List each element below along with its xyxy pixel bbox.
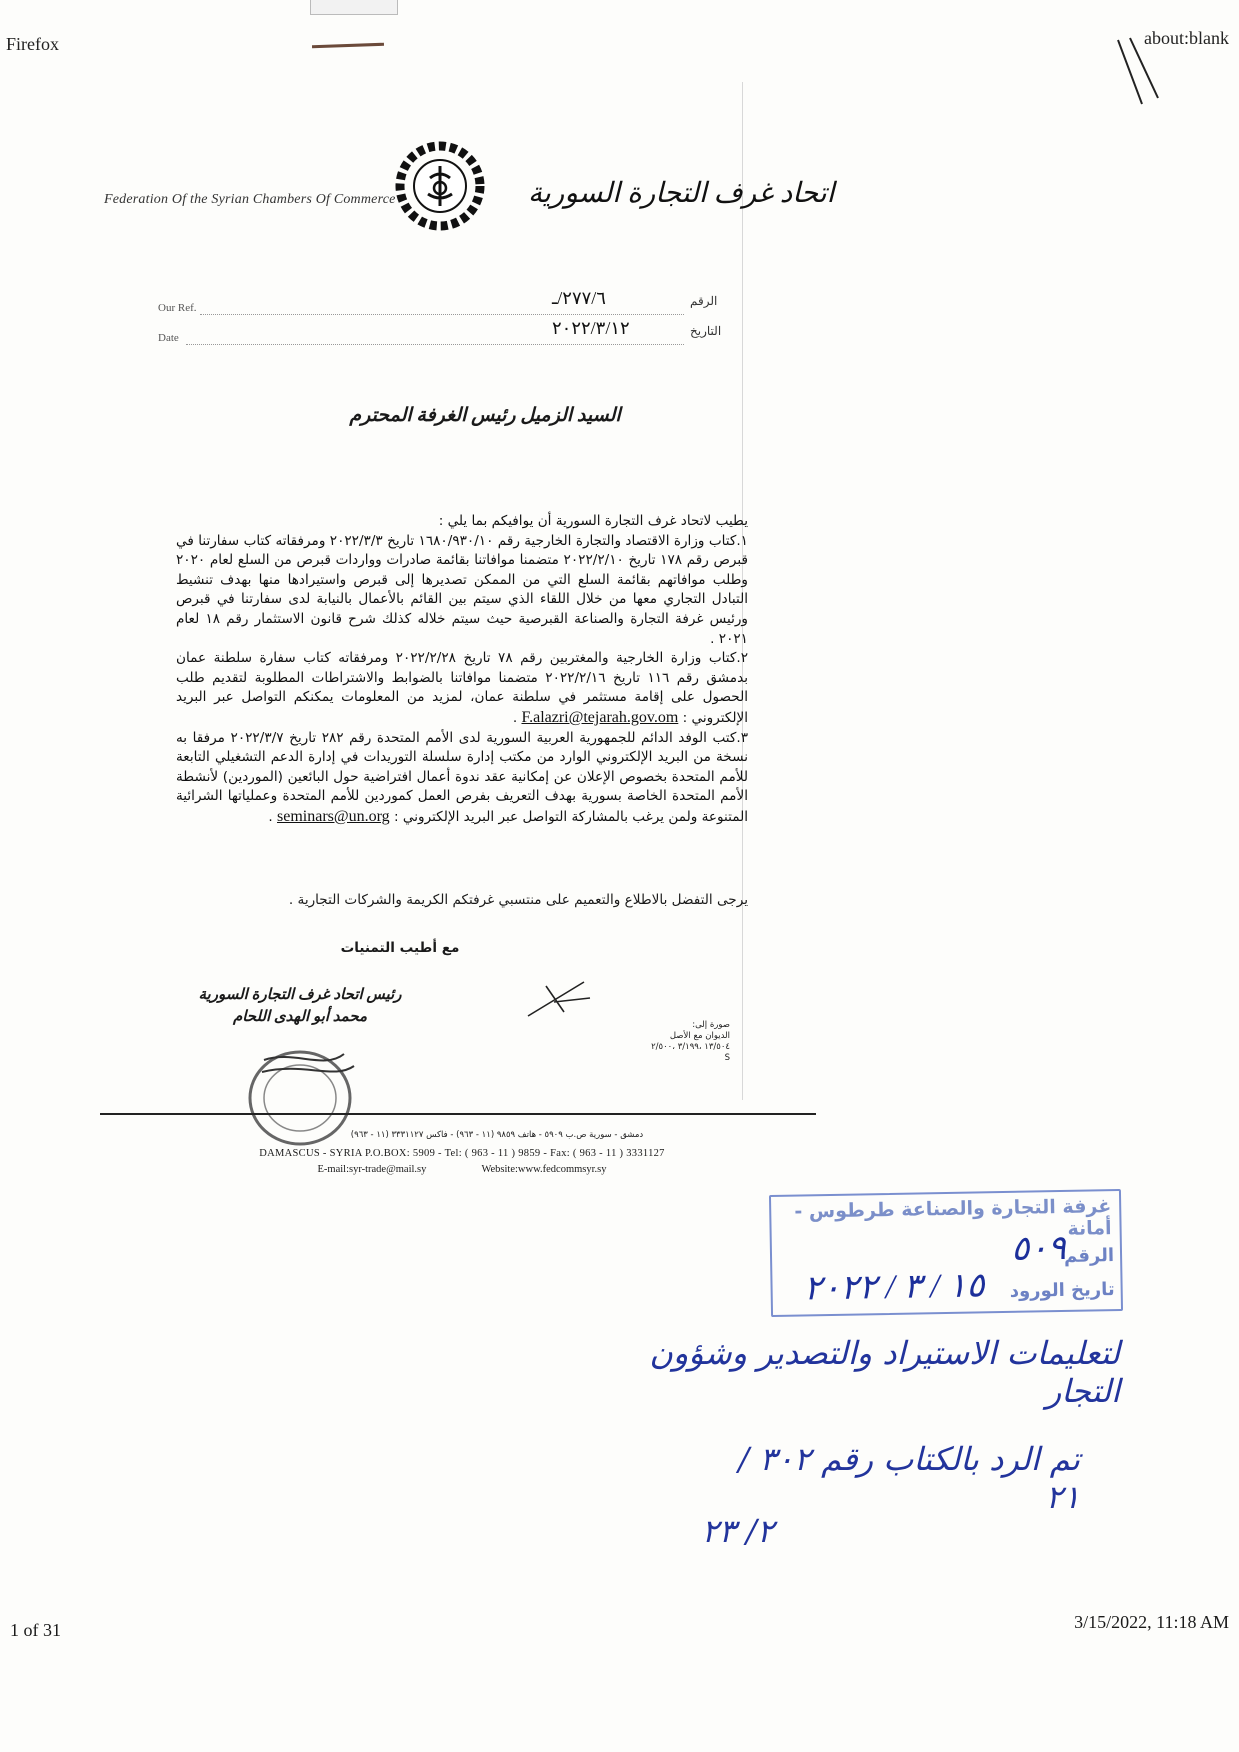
browser-app-name: Firefox <box>6 34 59 54</box>
footer-contact <box>212 1164 712 1175</box>
copy-to-block <box>604 1020 730 1064</box>
stamp-header: غرفة التجارة والصناعة طرطوس - أمانة <box>794 1195 1112 1240</box>
signatory-name: محمد أبو الهدى اللحام <box>232 1009 368 1025</box>
receipt-stamp <box>769 1189 1123 1317</box>
footer-address-arabic: دمشق - سورية ص.ب ٥٩٠٩ - هاتف ٩٨٥٩ (١١ - ٩٦٣) - فاكس ٣٣٣١١٢٧ (١١ - ٩٦٣) <box>350 1130 644 1140</box>
letter-item-2: ٢.كتاب وزارة الخارجية والمغتربين رقم ٧٨ تاريخ ٢٠٢٢/٢/٢٨ ومرفقاته كتاب سفارة سلطنة عمان بدمشق رقم ١١٦ تاريخ ٢٠٢٢/٢/١٦ متضمنا موافاتنا بالضوابط والاشتراطات المطلوبة لتقديم طلب الحصول على إقامة مستثمر في سلطنة عمان، لمزيد من المعلومات يمكنكم التواصل عبر البريد الإلكتروني : F.alazri@tejarah.gov.om . <box>176 650 748 726</box>
signature-mark-icon <box>524 976 594 1024</box>
copy-to-label: صورة إلى: <box>692 1020 730 1030</box>
stamp-date-label: تاريخ الورود <box>1009 1279 1115 1302</box>
footer-website: Website:www.fedcommsyr.sy <box>481 1164 607 1175</box>
letter-item-2-text: ٢.كتاب وزارة الخارجية والمغتربين رقم ٧٨ تاريخ ٢٠٢٢/٢/٢٨ ومرفقاته كتاب سفارة سلطنة عمان بدمشق رقم ١١٦ تاريخ ٢٠٢٢/٢/١٦ متضمنا موافاتنا بالضوابط والاشتراطات المطلوبة لتقديم طلب الحصول على إقامة مستثمر في سلطنة عمان، لمزيد من المعلومات يمكنكم التواصل عبر البريد الإلكتروني : <box>176 650 748 726</box>
copy-to-line-1: الديوان مع الأصل <box>669 1031 730 1041</box>
org-name-english: Federation Of the Syrian Chambers Of Commerce <box>104 192 396 207</box>
letter-intro: يطيب لاتحاد غرف التجارة السورية أن يوافيكم بما يلي : <box>438 513 748 529</box>
date-value: ٢٠٢٢/٣/١٢ <box>552 318 630 338</box>
footer-address-english: DAMASCUS - SYRIA P.O.BOX: 5909 - Tel: ( 963 - 11 ) 9859 - Fax: ( 963 - 11 ) 3331127 <box>259 1148 665 1159</box>
stamp-number-label: الرقم <box>1063 1245 1115 1267</box>
letter-item-1: ١.كتاب وزارة الاقتصاد والتجارة الخارجية رقم ١٦٨٠/٩٣٠/١٠ تاريخ ٢٠٢٢/٣/٣ ومرفقاته كتاب سفارتنا في قبرص رقم ١٧٨ تاريخ ٢٠٢٢/٢/١٠ متضمنا موافاتنا بقائمة صادرات وواردات قبرص من السلع لعام ٢٠٢٠ وطلب موافاتهم بقائمة السلع التي من الممكن تصديرها إلى قبرص واستيرادها منها بهدف تنشيط التبادل التجاري معها من خلال اللقاء الذي سيتم بين القائم بالأعمال بالنيابة لدى سفارتنا في قبرص ورئيس غرفة التجارة والصناعة القبرصية حيث سيتم خلاله كذلك شرح قانون الاستثمار رقم ١٨ لعام ٢٠٢١ . <box>176 532 748 647</box>
handwritten-note-routing: لتعليمات الاستيراد والتصدير وشؤون التجار <box>649 1334 1120 1410</box>
letter-item-3-text: ٣.كتب الوفد الدائم للجمهورية العربية السورية لدى الأمم المتحدة رقم ٢٨٢ تاريخ ٢٠٢٢/٣/٧ مرفقا به نسخة من البريد الإلكتروني الوارد من مكتب إدارة سلسلة التوريدات في إدارة الدعم التشغيلي التابعة للأمم المتحدة بخصوص الإعلان عن إمكانية عقد ندوة أعمال افتراضية حول البائعين (الموردين) لأنشطة الأمم المتحدة الخاصة بسورية بهدف التعريف بفرص العمل كموردين للأمم المتحدة وعملياتها الشرائية المتنوعة ولمن يرغب بالمشاركة التواصل عبر البريد الإلكتروني : <box>176 729 748 825</box>
ref-dotted-line <box>200 314 684 315</box>
footer-email: E-mail:syr-trade@mail.sy <box>317 1164 427 1175</box>
closing-line: يرجى التفضل بالاطلاع والتعميم على منتسبي غرفتكم الكريمة والشركات التجارية . <box>288 892 748 908</box>
footer-divider <box>100 1113 816 1115</box>
date-dotted-line <box>186 344 684 345</box>
stamp-number-value: ٥٠٩ <box>1010 1229 1067 1268</box>
staple-mark <box>310 0 398 15</box>
copy-to-line-3: S <box>724 1053 730 1063</box>
date-label-arabic: التاريخ <box>690 324 722 338</box>
signatory-title: رئيس اتحاد غرف التجارة السورية <box>198 987 402 1003</box>
handwritten-note-reply: تم الرد بالكتاب رقم ٣٠٢ / ٢١ <box>738 1440 1080 1516</box>
print-timestamp: 3/15/2022, 11:18 AM <box>1074 1612 1229 1632</box>
page-indicator: 1 of 31 <box>10 1620 61 1640</box>
browser-address: about:blank <box>1144 28 1229 48</box>
signature-block <box>170 984 430 1028</box>
pen-strokes-icon <box>1112 34 1182 114</box>
staple-pen-mark <box>312 43 384 49</box>
stamp-date-value: ١٥ / ٣ / ٢٠٢٢ <box>803 1267 985 1308</box>
item-2-email-link[interactable]: F.alazri@tejarah.gov.om <box>521 708 679 726</box>
best-wishes: مع أطيب التمنيات <box>340 940 460 956</box>
org-name-arabic: اتحاد غرف التجارة السورية <box>528 178 835 209</box>
item-3-email-link[interactable]: seminars@un.org <box>277 807 390 825</box>
date-label: Date <box>158 332 179 344</box>
ref-label-arabic: الرقم <box>690 294 718 308</box>
handwritten-note-date: ٢/ ٢٣ <box>701 1512 774 1550</box>
federation-emblem-icon <box>392 138 488 234</box>
letter-body <box>176 512 748 828</box>
copy-to-line-2: ١٣/٥٠٤ ،٣/١٩٩ ،٢/٥٠٠ <box>651 1042 730 1052</box>
letter-item-3: ٣.كتب الوفد الدائم للجمهورية العربية السورية لدى الأمم المتحدة رقم ٢٨٢ تاريخ ٢٠٢٢/٣/٧ مرفقا به نسخة من البريد الإلكتروني الوارد من مكتب إدارة سلسلة التوريدات في إدارة الدعم التشغيلي التابعة للأمم المتحدة بخصوص الإعلان عن إمكانية عقد ندوة أعمال افتراضية حول البائعين (الموردين) لأنشطة الأمم المتحدة الخاصة بسورية بهدف التعريف بفرص العمل كموردين للأمم المتحدة وعملياتها الشرائية المتنوعة ولمن يرغب بالمشاركة التواصل عبر البريد الإلكتروني : seminars@un.org . <box>176 729 748 825</box>
salutation: السيد الزميل رئيس الغرفة المحترم <box>349 405 621 426</box>
ref-value: ٢٧٧/٦/ـ <box>552 288 606 308</box>
our-ref-label: Our Ref. <box>158 302 197 314</box>
